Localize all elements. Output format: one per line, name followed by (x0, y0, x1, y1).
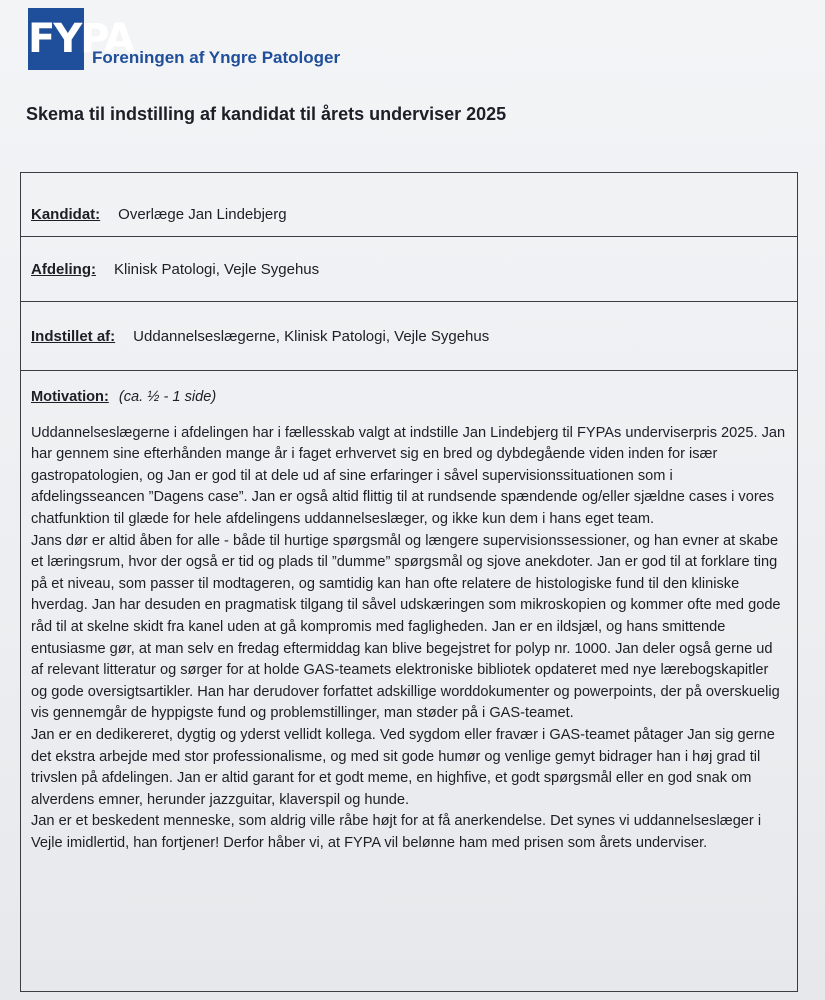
department-row (21, 237, 797, 302)
nomination-form (20, 172, 798, 992)
motivation-paragraph: Jan er en dedikereret, dygtig og yderst vellidt kollega. Ved sygdom eller fravær i GAS-teamet påtager Jan sig gerne det ekstra arbejde med stor professionalisme, og med sit gode humør og venlige gemyt bidrager han i høj grad til trivslen på afdelingen. Jan er altid garant for et godt meme, en highfive, et godt spørgsmål eller en god snak om alverdens emner, herunder jazzguitar, klaverspil og hunde. (31, 726, 775, 808)
document-title: Skema til indstilling af kandidat til årets underviser 2025 (26, 104, 507, 124)
motivation-paragraph: Jans dør er altid åben for alle - både til hurtige spørgsmål og længere supervisionssessioner, og han evner at skabe et læringsrum, hvor der også er tid og plads til ”dumme” spørgsmål og sjove anekdoter. Jan er god til at forklare ting på et niveau, som passer til modtageren, og samtidig kan han ofte relatere de histologiske fund til den kliniske hverdag. Jan har desuden en pragmatisk tilgang til såvel udskæringen som mikroskopien og kommer ofte med gode råd til at skelne skidt fra kanel uden at gå kompromis med fagligheden. Jan er en ildsjæl, og hans smittende entusiasme gør, at man selv en fredag eftermiddag kan blive begejstret for polyp nr. 1000. Jan deler også gerne ud af relevant litteratur og sørger for at holde GAS-teamets elektroniske bibliotek opdateret med nye lærebogskapitler og gode oversigtsartikler. Han har derudover forfattet adskillige worddokumenter og powerpoints, der på overskuelig vis gennemgår de hyppigste fund og problemstillinger, man støder på i GAS-teamet. (31, 532, 781, 722)
motivation-section (21, 371, 797, 854)
candidate-value: Overlæge Jan Lindebjerg (118, 206, 287, 223)
motivation-paragraph: Uddannelseslægerne i afdelingen har i fællesskab valgt at indstille Jan Lindebjerg til FYPAs underviserpris 2025. Jan har gennem sine efterhånden mange år i faget erhvervet sig en bred og dybdegående viden inden for især gastropatologien, og Jan er god til at dele ud af sine erfaringer i såvel supervisionssituationen som i afdelingsseancen ”Dagens case”. Jan er også altid flittig til at rundsende spændende og/eller sjældne cases i vores chatfunktion til glæde for hele afdelingens uddannelseslæger, og ikke kun dem i hans eget team. (31, 424, 786, 527)
organization-name: Foreningen af Yngre Patologer (92, 48, 341, 67)
nominated-by-row (21, 302, 797, 371)
candidate-row (21, 173, 797, 237)
fypa-logo-mark: FYPA (28, 8, 84, 70)
fypa-logo (28, 8, 340, 70)
department-value: Klinisk Patologi, Vejle Sygehus (114, 260, 320, 278)
nominated-by-value: Uddannelseslægerne, Klinisk Patologi, Vejle Sygehus (133, 327, 490, 345)
candidate-label: Kandidat: (31, 206, 101, 223)
motivation-heading (31, 387, 787, 409)
nominated-by-label: Indstillet af: (31, 327, 116, 345)
department-label: Afdeling: (31, 260, 96, 278)
motivation-paragraph: Jan er et beskedent menneske, som aldrig ville råbe højt for at få anerkendelse. Det synes vi uddannelseslæger i Vejle imidlertid, han fortjener! Derfor håber vi, at FYPA vil belønne ham med prisen som årets underviser. (31, 813, 762, 851)
motivation-label: Motivation: (31, 389, 109, 405)
motivation-length-note: (ca. ½ - 1 side) (118, 389, 217, 405)
